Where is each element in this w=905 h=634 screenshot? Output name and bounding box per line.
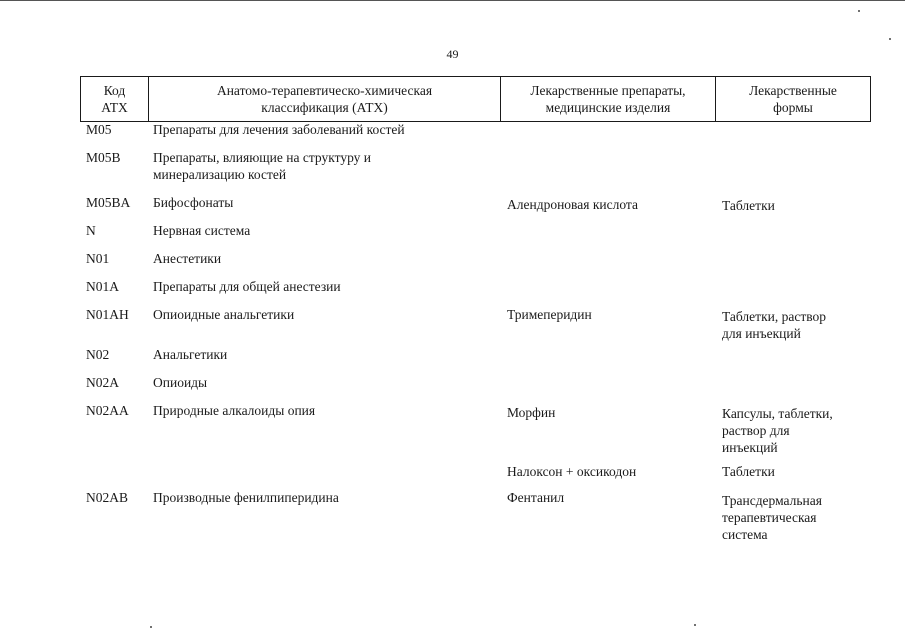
row-code: N02AA	[86, 403, 129, 418]
row-code: N01A	[86, 279, 119, 294]
row-classification: Природные алкалоиды опия	[153, 403, 316, 418]
scan-speck	[150, 626, 152, 628]
row-drug: Налоксон + оксикодон	[507, 464, 637, 479]
row-form: Трансдермальная терапевтическая система	[722, 493, 822, 542]
row-classification: Производные фенилпиперидина	[153, 490, 339, 505]
row-code: N02A	[86, 375, 119, 390]
row-classification: Опиоиды	[153, 375, 208, 390]
row-code: N02AB	[86, 490, 129, 505]
scan-speck	[694, 624, 696, 626]
header-code: Код АТХ	[101, 83, 128, 115]
header-drugs: Лекарственные препараты, медицинские изделия	[530, 83, 686, 115]
row-form: Таблетки	[722, 198, 775, 213]
row-form: Таблетки	[722, 464, 775, 479]
header-classification-cell	[149, 77, 501, 121]
row-code: M05B	[86, 150, 121, 165]
row-form: Капсулы, таблетки, раствор для инъекций	[722, 406, 833, 455]
row-code: N01AH	[86, 307, 129, 322]
row-form: Таблетки, раствор для инъекций	[722, 309, 827, 341]
page-number: 49	[446, 47, 459, 61]
row-drug: Морфин	[507, 405, 556, 420]
row-classification: Опиоидные анальгетики	[153, 307, 295, 322]
row-classification: Препараты для общей анестезии	[153, 279, 341, 294]
header-drugs-cell	[501, 77, 716, 121]
header-code-cell	[81, 77, 149, 121]
row-classification: Препараты, влияющие на структуру и минерализацию костей	[153, 150, 372, 182]
scan-speck	[889, 38, 891, 40]
row-classification: Препараты для лечения заболеваний костей	[153, 122, 405, 137]
scan-speck	[858, 10, 860, 12]
row-drug: Фентанил	[507, 490, 565, 505]
page-top-edge	[0, 0, 905, 1]
header-forms: Лекарственные формы	[749, 83, 837, 115]
row-drug: Алендроновая кислота	[507, 197, 638, 212]
row-classification: Нервная система	[153, 223, 251, 238]
header-classification: Анатомо-терапевтическо-химическая классификация (АТХ)	[216, 83, 433, 115]
header-forms-cell	[716, 77, 870, 121]
row-code: N02	[86, 347, 110, 362]
row-code: N01	[86, 251, 110, 266]
row-drug: Тримеперидин	[507, 307, 592, 322]
table-header	[80, 76, 871, 122]
row-classification: Анестетики	[153, 251, 222, 266]
row-classification: Анальгетики	[153, 347, 228, 362]
row-classification: Бифосфонаты	[153, 195, 234, 210]
row-code: N	[86, 223, 96, 238]
row-code: M05BA	[86, 195, 131, 210]
row-code: M05	[86, 122, 112, 137]
